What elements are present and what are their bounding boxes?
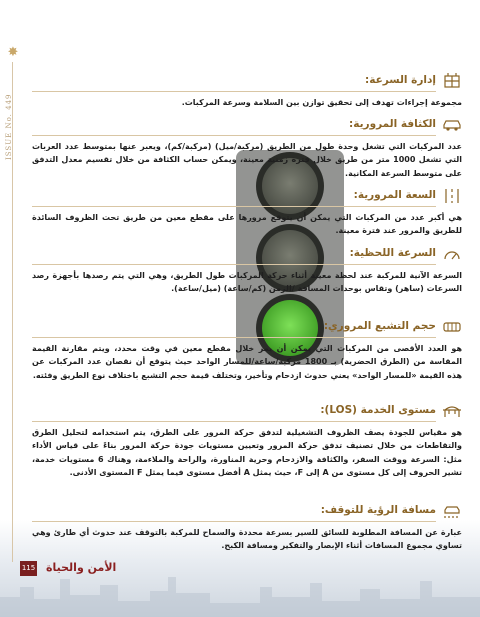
car-distance-icon: [442, 502, 462, 520]
section-text: هو العدد الأقصى من المركبات التي يمكن أن يمر خلال مقطع معين في وقت محدد، ويتم مقارنة القيمة المقاسة من (الطرق الحضرية) بـ 1800 مركبة/ساعة/للمسار الواحد حيث يتوقع أن نقصان عدد المركبات عن هذه القيمة «للمسار الواحد» يعني حدوث ازدحام وتأخير، وتختلف قيمة حجم التشبع باختلاف نوع الطريق وفئته.: [32, 344, 462, 380]
title-underline: [32, 421, 436, 422]
section-traffic-density: [32, 116, 462, 180]
section-level-of-service: [32, 402, 462, 480]
page-number: 115: [20, 561, 37, 576]
section-title: السعة المرورية:: [353, 189, 436, 201]
left-rail: [0, 0, 26, 617]
section-title: إدارة السرعة:: [365, 74, 436, 86]
section-text: مجموعة إجراءات تهدف إلى تحقيق توازن بين السلامة وسرعة المركبات.: [181, 98, 462, 107]
road-capacity-icon: [442, 187, 462, 205]
saturation-icon: [442, 318, 462, 336]
decorative-star-icon: ✸: [7, 45, 19, 60]
section-road-capacity: [32, 187, 462, 238]
page-footer: [20, 561, 150, 577]
title-underline: [32, 264, 436, 265]
title-underline: [32, 521, 436, 522]
section-title: الكثافة المرورية:: [349, 118, 436, 130]
section-title: مسافة الرؤية للتوقف:: [320, 504, 436, 516]
title-underline: [32, 337, 436, 338]
section-text: عبارة عن المسافة المطلوبة للسائق للسير بسرعة محددة والسماح للمركبة بالتوقف عند حدوث أي طارئ وهي تساوي مجموع المسافات أثناء الإبصار والتفكير ومسافة الكبح.: [32, 528, 462, 551]
section-title: حجم التشبع المروري:: [323, 320, 436, 332]
issue-label: ISSUE No. 449: [5, 93, 13, 160]
title-underline: [32, 206, 436, 207]
title-underline: [32, 135, 436, 136]
section-text: عدد المركبات التي تشغل وحدة طول من الطريق (مركبة/ميل) (مركبة/كم)، ويعبر عنها بمتوسط عدد العربات التي تشغل 1000 متر من طريق خلال فترة زمنية معينة، ويمكن حساب الكثافة من خلال تقسيم معدل التدفق على متوسط السرعة المكانية.: [32, 142, 462, 178]
cars-icon: [442, 116, 462, 134]
section-text: هو مقياس للجودة يصف الظروف التشغيلية لتدفق حركة المرور على الطرق، يتم استخدامه لتحليل الطرق والتقاطعات من خلال تصنيف تدفق حركة المرور وتعيين مستويات جودة حركة المرور بناءً على قياس الأداء مثل: السرعة ووقت السفر، والكثافة والازدحام وحرية المناورة، والراحة والملاءمة، وهناك 6 مستويات خدمة، تشير الحروف إلى كل مستوى من A إلى F، حيث يمثل A أفضل مستوى فيما يمثل F المستوى الأدنى.: [32, 428, 462, 478]
speedometer-icon: [442, 245, 462, 263]
section-text: هي أكبر عدد من المركبات التي يمكن أن يتوقع مرورها على مقطع معين من طريق تحت الظروف السائدة للطريق والمرور عند فترة معينة.: [32, 213, 462, 236]
section-speed-management: [32, 72, 462, 109]
section-stopping-sight-distance: [32, 502, 462, 553]
title-underline: [32, 91, 436, 92]
road-management-icon: [442, 72, 462, 90]
section-title: مستوى الخدمة (LOS):: [320, 404, 436, 416]
section-text: السرعة الآنية للمركبة عند لحظة معينة أثناء حركة المركبات طول الطريق، وهي التي يتم رصدها بأجهزة رصد السرعات (ساهر) وتقاس بوحدات المسافة /الزمن (كم/ساعة) (ميل/ساعة).: [32, 271, 462, 294]
magazine-name: الأمن والحياة: [46, 561, 117, 574]
section-saturation-volume: [32, 318, 462, 382]
bridge-icon: [442, 402, 462, 420]
section-title: السرعة اللحظية:: [349, 247, 436, 259]
section-instant-speed: [32, 245, 462, 296]
